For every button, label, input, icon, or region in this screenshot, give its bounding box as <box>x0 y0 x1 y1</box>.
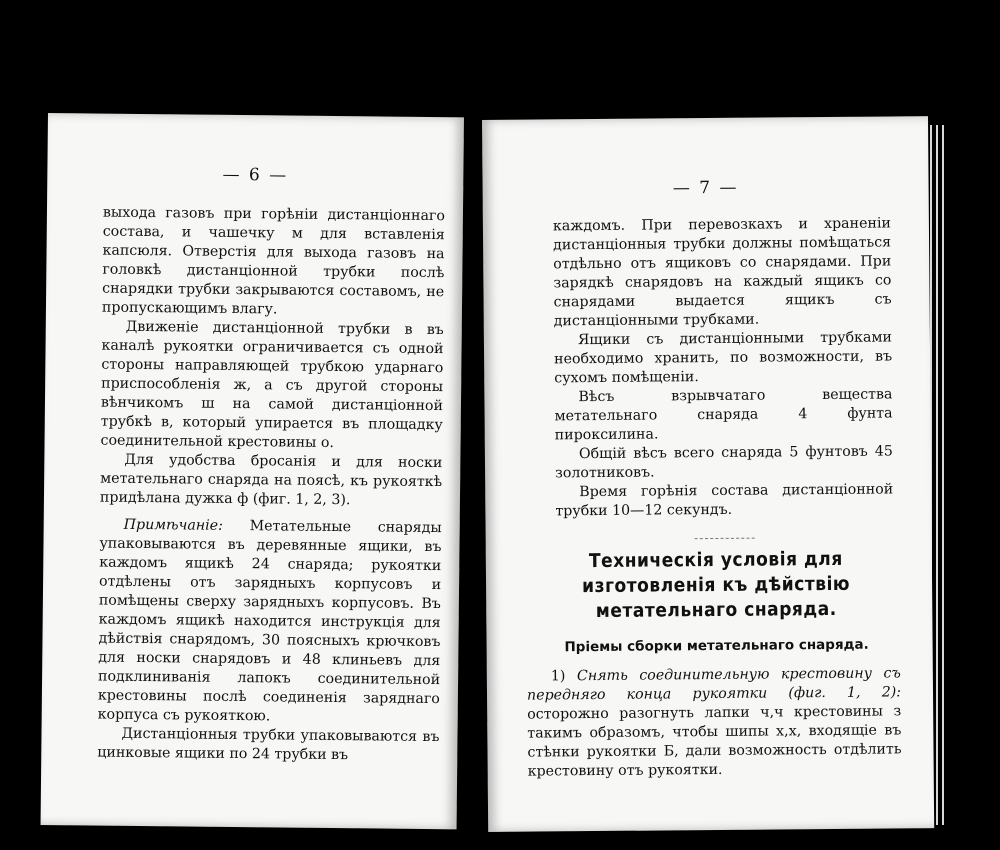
paragraph: Общій вѣсъ всего снаряда 5 фунтовъ 45 золотниковъ. <box>555 443 893 482</box>
step-heading: Снять соединительную крестовину съ передняго конца рукоятки (фиг. 1, 2): <box>526 665 902 704</box>
paragraph: Ящики съ дистанціонными трубками необходимо хранить, по возможности, въ сухомъ помѣщеніи. <box>554 329 893 387</box>
left-page <box>41 113 464 829</box>
note-text: Метательные снаряды упаковываются въ деревянные ящики, въ каждомъ ящикѣ 24 снаряда; рукоятки отдѣлены отъ зарядныхъ корпусовъ и помѣщены сверху зарядныхъ корпусовъ. Въ каждомъ ящикѣ находится инструкція для дѣйствія снарядомъ, 30 поясныхъ крючковъ для носки снарядовъ и 48 клиньевъ для подклиниванія лапокъ соединительной крестовины послѣ соединенія заряднаго корпуса съ рукояткою. <box>97 518 442 725</box>
paragraph: Вѣсъ взрывчатаго вещества метательнаго снаряда 4 фунта пироксилина. <box>554 386 893 444</box>
note <box>98 516 442 729</box>
page-edge <box>936 125 938 825</box>
paragraph: Движеніе дистанціонной трубки в въ каналѣ рукоятки ограничивается съ одной стороны направляющей трубкою ударнаго приспособленія ж, а съ другой стороны вѣнчикомъ ш на самой дистанціонной трубкѣ в, который упирается въ площадку соединительной крестовины о. <box>100 318 444 452</box>
page-number: — 6 — <box>222 164 289 186</box>
paragraph: Время горѣнія состава дистанціонной трубки 10—12 секундъ. <box>555 481 894 520</box>
paragraph: каждомъ. При перевозкахъ и храненіи дистанціонныя трубки должны помѣщаться отдѣльно отъ ящиковъ со снарядами. При зарядкѣ снарядовъ на каждый ящикъ со снарядами выдается ящикъ съ дистанціонными трубками. <box>552 215 892 330</box>
right-page-text <box>553 214 894 540</box>
separator <box>695 538 755 540</box>
page-number: — 7 — <box>672 177 739 199</box>
step-number: 1) <box>550 668 566 685</box>
right-page <box>482 116 934 832</box>
left-page-text <box>97 204 445 767</box>
step <box>527 664 908 781</box>
right-page-section <box>526 546 908 781</box>
paragraph: выхода газовъ при горѣніи дистанціоннаго состава, и чашечку м для вставленія капсюля. Отверстія для выхода газовъ на головкѣ дистанціонной трубки послѣ снарядки трубки закрываются составомъ, не пропускающимъ влагу. <box>101 204 446 318</box>
paragraph: Для удобства бросанія и для носки метательнаго снаряда на поясѣ, къ рукояткѣ придѣлана дужка ф (фиг. 1, 2, 3). <box>99 451 443 509</box>
page-edge <box>942 125 944 825</box>
section-title: Техническія условія для изготовленія къ дѣйствію метательнаго снаряда. <box>582 547 851 623</box>
note-label: Примѣчаніе: <box>123 516 223 534</box>
section-subtitle: Пріемы сборки метательнаго снаряда. <box>564 636 869 656</box>
step-text: осторожно разогнуть лапки ч,ч крестовины з такимъ образомъ, чтобы шипы х,х, входящіе въ стѣнки рукоятки Б, дали возможность отдѣлить крестовину отъ рукоятки. <box>527 703 902 780</box>
paragraph: Дистанціонныя трубки упаковываются въ цинковые ящики по 24 трубки въ <box>97 725 440 764</box>
